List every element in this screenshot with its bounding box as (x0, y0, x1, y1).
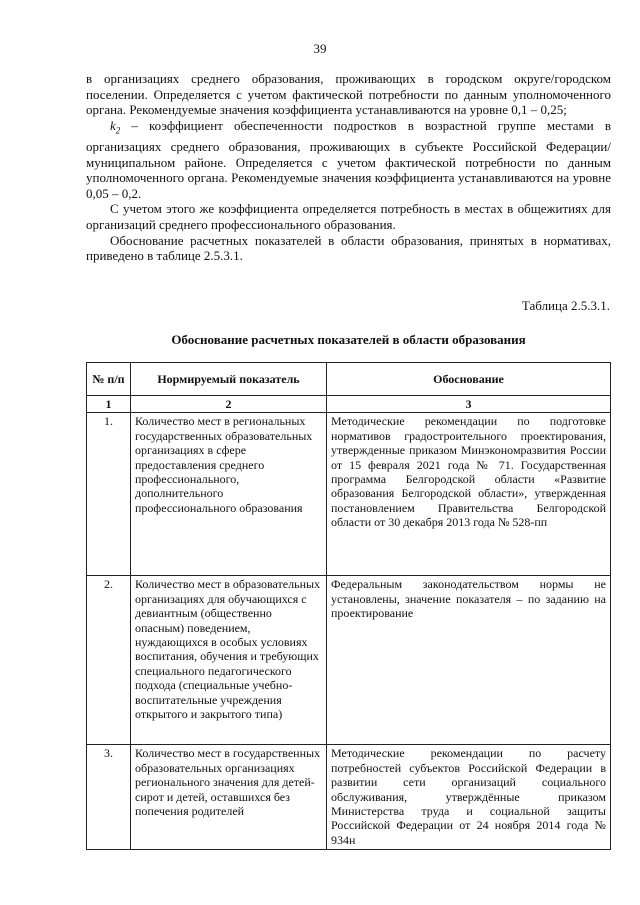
k2-symbol: $k_2$ (110, 117, 121, 136)
table-header-row (87, 363, 611, 396)
header-justification: Обоснование (327, 363, 611, 396)
paragraph-table-reference: Обоснование расчетных показателей в области образования, принятых в нормативах, приведено в таблице 2.5.3.1. (86, 232, 611, 264)
table-row (87, 576, 611, 745)
paragraph-dormitory: С учетом этого же коэффициента определяется потребность в местах в общежитиях для организаций среднего профессионального образования. (86, 201, 611, 232)
column-number-row (87, 396, 611, 413)
row-justification: Методические рекомендации по подготовке нормативов градостроительного проектирования, утвержденные приказом Минэкономразвития России от 15 февраля 2021 года № 71. Государственная программа Белгородской области «Развитие образования Белгородской области», утвержденная постановлением Правительства Белгородской области от 30 декабря 2013 года № 528-пп (327, 413, 611, 576)
norms-table (86, 362, 611, 850)
table-row (87, 745, 611, 850)
column-number-2: 2 (131, 396, 327, 413)
header-indicator: Нормируемый показатель (131, 363, 327, 396)
k2-definition: – коэффициент обеспеченности подростков в возрастной группе местами в организациях среднего образования, проживающих в субъекте Российской Федерации/муниципальном районе. Определяется с учетом фактической потребности по данным уполномоченного органа. Рекомендуемые значения коэффициента устанавливаются на уровне 0,05 – 0,2. (86, 117, 612, 201)
table-row (87, 413, 611, 576)
row-indicator: Количество мест в образовательных организациях для обучающихся с девиантным (общественно опасным) поведением, нуждающихся в особых условиях воспитания, обучения и требующих специального педагогического подхода (специальные учебно-воспитательные учреждения открытого и закрытого типа) (131, 576, 327, 745)
row-indicator: Количество мест в государственных образовательных организациях регионального значения для детей-сирот и детей, оставшихся без попечения родителей (131, 745, 327, 850)
row-number: 3. (87, 745, 131, 850)
paragraph-continuation: в организациях среднего образования, проживающих в городском округе/городском поселении. Определяется с учетом фактической потребности по данным уполномоченного органа. Рекомендуемые значения коэффициента устанавливаются на уровне 0,1 – 0,25; (86, 71, 611, 118)
table-title: Обоснование расчетных показателей в области образования (171, 332, 526, 347)
header-number: № п/п (87, 363, 131, 396)
row-justification: Методические рекомендации по расчету потребностей субъектов Российской Федерации в развитии сети организаций социального обслуживания, утверждённые приказом Министерства труда и социальной защиты Российской Федерации от 24 ноября 2014 года № 934н (327, 745, 611, 850)
column-number-1: 1 (87, 396, 131, 413)
row-number: 2. (87, 576, 131, 745)
body-text (86, 71, 611, 264)
table-caption: Таблица 2.5.3.1. (521, 298, 610, 313)
page-number: 39 (313, 41, 327, 56)
row-justification: Федеральным законодательством нормы не установлены, значение показателя – по заданию на проектирование (327, 576, 611, 745)
paragraph-k2 (86, 118, 611, 202)
column-number-3: 3 (327, 396, 611, 413)
row-indicator: Количество мест в региональных государственных образовательных организациях в сфере предоставления среднего профессионального, дополнительного профессионального образования (131, 413, 327, 576)
row-number: 1. (87, 413, 131, 576)
